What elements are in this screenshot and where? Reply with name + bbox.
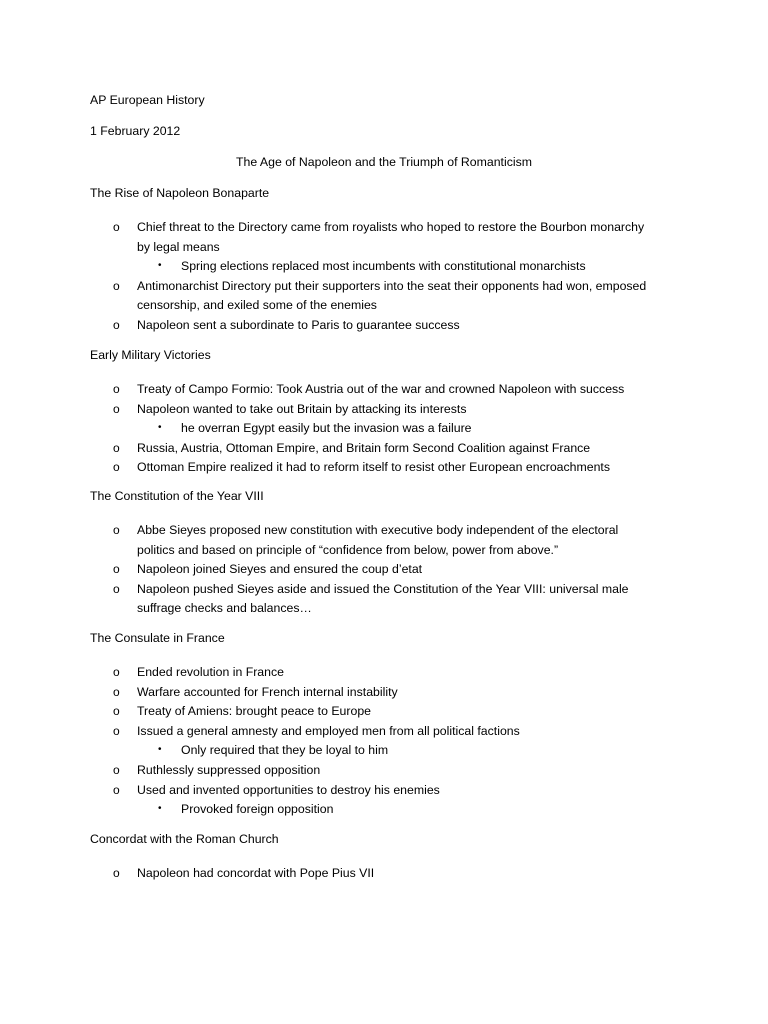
list-item: Warfare accounted for French internal instability [137, 684, 398, 699]
bullet-circle-icon: o [113, 318, 120, 332]
bullet-dot-icon: • [158, 422, 162, 434]
bullet-circle-icon: o [113, 723, 120, 738]
sub-list-item: he overran Egypt easily but the invasion was a failure [181, 421, 472, 436]
section-heading: Concordat with the Roman Church [90, 832, 279, 846]
bullet-circle-icon: o [113, 401, 120, 416]
list-item: Russia, Austria, Ottoman Empire, and Britain form Second Coalition against France [137, 440, 591, 455]
list-item: Treaty of Amiens: brought peace to Europe [137, 704, 372, 719]
bullet-dot-icon: • [158, 260, 162, 272]
course-name: AP European History [90, 93, 205, 107]
bullet-circle-icon: o [113, 220, 120, 234]
list-item: Used and invented opportunities to destroy his enemies [137, 782, 440, 797]
bullet-circle-icon: o [113, 278, 120, 293]
list-item: Napoleon pushed Sieyes aside and issued the Constitution of the Year VIII: universal male [137, 581, 629, 596]
section-heading: Early Military Victories [90, 348, 211, 362]
list-item: Napoleon joined Sieyes and ensured the coup d’etat [137, 562, 423, 577]
bullet-circle-icon: o [113, 523, 120, 537]
list-item: Antimonarchist Directory put their supporters into the seat their opponents had won, emposed [137, 278, 647, 293]
list-item: Issued a general amnesty and employed men from all political factions [137, 723, 520, 738]
list-item-continuation: by legal means [137, 239, 220, 254]
sub-list-item: Spring elections replaced most incumbents with constitutional monarchists [181, 259, 586, 274]
bullet-circle-icon: o [113, 440, 120, 455]
list-item: Napoleon had concordat with Pope Pius VII [137, 866, 375, 880]
section-heading: The Constitution of the Year VIII [90, 489, 264, 503]
list-item: Treaty of Campo Formio: Took Austria out of the war and crowned Napoleon with success [137, 382, 625, 396]
section-heading: The Consulate in France [90, 631, 225, 645]
bullet-circle-icon: o [113, 684, 120, 699]
list-item: Abbe Sieyes proposed new constitution with executive body independent of the electoral [137, 523, 619, 537]
list-item-continuation: censorship, and exiled some of the enemies [137, 298, 377, 313]
bullet-circle-icon: o [113, 866, 120, 880]
list-item: Napoleon sent a subordinate to Paris to guarantee success [137, 318, 460, 332]
list-item: Napoleon wanted to take out Britain by attacking its interests [137, 401, 467, 416]
document-date: 1 February 2012 [90, 124, 181, 138]
bullet-circle-icon: o [113, 763, 120, 777]
list-item: Ended revolution in France [137, 665, 284, 679]
list-item-continuation: suffrage checks and balances… [137, 601, 312, 616]
bullet-circle-icon: o [113, 704, 120, 719]
sub-list-item: Only required that they be loyal to him [181, 743, 389, 758]
list-item: Ruthlessly suppressed opposition [137, 763, 321, 777]
sub-list-item: Provoked foreign opposition [181, 802, 334, 817]
bullet-circle-icon: o [113, 581, 120, 596]
list-item-continuation: politics and based on principle of “confidence from below, power from above.” [137, 542, 559, 557]
bullet-circle-icon: o [113, 382, 120, 396]
bullet-dot-icon: • [158, 744, 162, 756]
document-title: The Age of Napoleon and the Triumph of Romanticism [236, 155, 532, 169]
bullet-circle-icon: o [113, 665, 120, 679]
section-heading: The Rise of Napoleon Bonaparte [90, 186, 270, 200]
bullet-dot-icon: • [158, 803, 162, 815]
bullet-circle-icon: o [113, 562, 120, 577]
bullet-circle-icon: o [113, 460, 120, 475]
list-item: Ottoman Empire realized it had to reform itself to resist other European encroachments [137, 460, 610, 475]
list-item: Chief threat to the Directory came from royalists who hoped to restore the Bourbon monarchy [137, 220, 645, 234]
bullet-circle-icon: o [113, 782, 120, 797]
